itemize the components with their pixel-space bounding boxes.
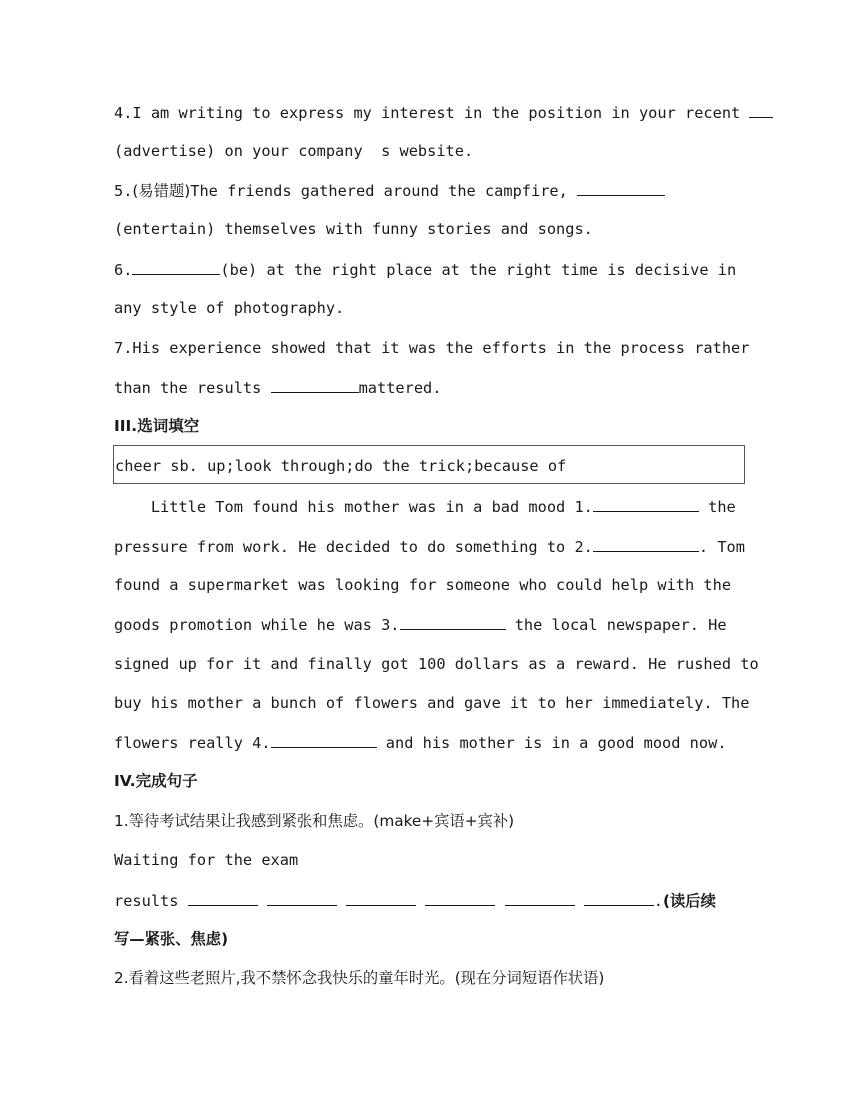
passage-blank-4[interactable] xyxy=(271,732,377,748)
sentence1-line1: Waiting for the exam xyxy=(114,851,299,869)
passage-blank-1[interactable] xyxy=(593,496,699,512)
word-bank-box xyxy=(113,445,745,484)
sentence1-note-b: 写—紧张、焦虑) xyxy=(114,930,229,948)
passage-blank-3[interactable] xyxy=(400,614,506,630)
q6-line2: any style of photography. xyxy=(114,299,345,317)
q5-line2: (entertain) themselves with funny stories and songs. xyxy=(114,220,593,238)
q4-blank[interactable] xyxy=(749,102,773,118)
q5-line1: 5.(易错题)The friends gathered around the campfire, xyxy=(114,180,665,201)
passage-line5: signed up for it and finally got 100 dollars as a reward. He rushed to xyxy=(114,655,759,673)
q6-line1: 6. (be) at the right place at the right time is decisive in xyxy=(114,261,737,279)
sentence1-prompt: 1.等待考试结果让我感到紧张和焦虑。(make+宾语+宾补) xyxy=(114,812,515,830)
q4-line2: (advertise) on your company s website. xyxy=(114,142,474,160)
q6-blank[interactable] xyxy=(132,259,220,275)
passage-line1: Little Tom found his mother was in a bad mood 1. the xyxy=(114,498,736,516)
section-iv-heading: IV.完成句子 xyxy=(114,772,198,790)
section-iii-heading: III.选词填空 xyxy=(114,417,200,435)
q7-blank[interactable] xyxy=(271,377,359,393)
q5-blank[interactable] xyxy=(577,180,665,196)
q4-line1: 4.I am writing to express my interest in the position in your recent xyxy=(114,102,773,123)
sentence1-blank-5[interactable] xyxy=(505,890,575,906)
passage-blank-2[interactable] xyxy=(593,536,699,552)
passage-line7: flowers really 4. and his mother is in a good mood now. xyxy=(114,734,727,752)
passage-line4: goods promotion while he was 3. the local newspaper. He xyxy=(114,616,727,634)
sentence1-blank-6[interactable] xyxy=(584,890,654,906)
sentence1-line2: results .(读后续 xyxy=(114,892,716,910)
word-bank-text: cheer sb. up;look through;do the trick;because of xyxy=(115,457,567,475)
passage-line6: buy his mother a bunch of flowers and gave it to her immediately. The xyxy=(114,694,750,712)
sentence1-blank-1[interactable] xyxy=(188,890,258,906)
sentence1-note-a: (读后续 xyxy=(663,892,716,910)
passage-line2: pressure from work. He decided to do something to 2. . Tom xyxy=(114,538,745,556)
sentence1-blank-3[interactable] xyxy=(346,890,416,906)
q7-line2: than the results mattered. xyxy=(114,379,442,397)
sentence1-blank-2[interactable] xyxy=(267,890,337,906)
q7-line1: 7.His experience showed that it was the efforts in the process rather xyxy=(114,339,750,357)
passage-line3: found a supermarket was looking for someone who could help with the xyxy=(114,576,732,594)
sentence2-prompt: 2.看着这些老照片,我不禁怀念我快乐的童年时光。(现在分词短语作状语) xyxy=(114,969,605,987)
sentence1-blank-4[interactable] xyxy=(425,890,495,906)
